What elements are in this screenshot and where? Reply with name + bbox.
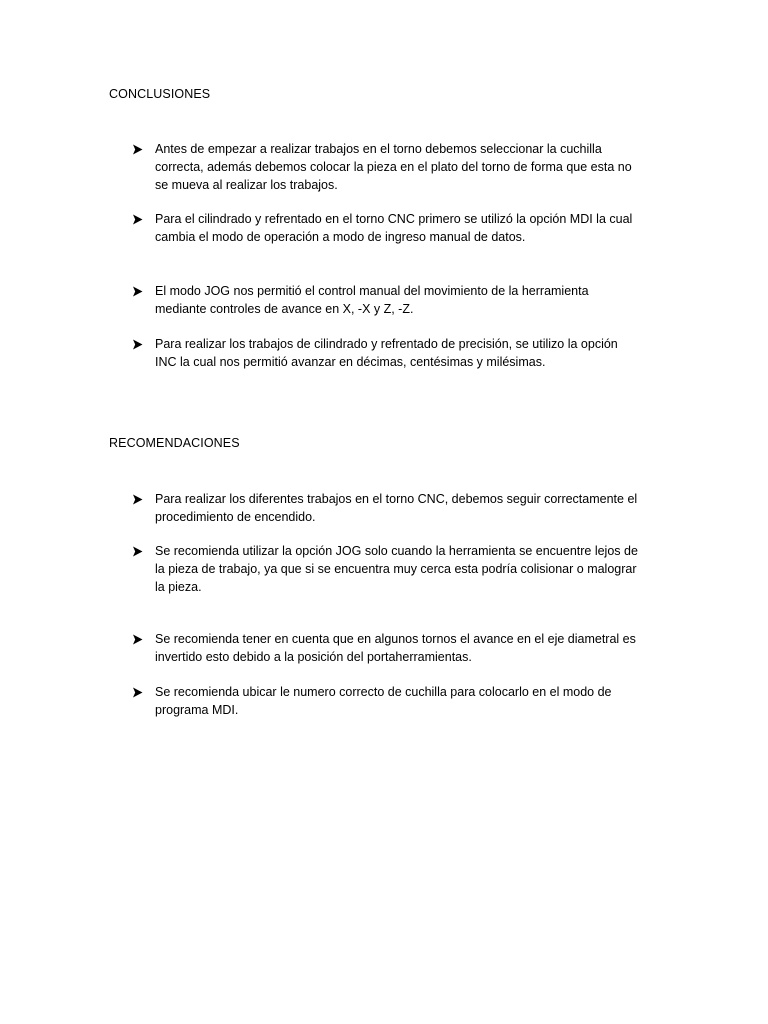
text-line: Para realizar los diferentes trabajos en el torno CNC, debemos seguir correctamente el	[155, 492, 638, 506]
text-line: la pieza de trabajo, ya que si se encuentra muy cerca esta podría colisionar o malograr	[155, 562, 637, 576]
text-line: Para realizar los trabajos de cilindrado y refrentado de precisión, se utilizo la opción	[155, 337, 618, 351]
recommendation-text	[155, 542, 675, 596]
arrowhead-bullet-icon	[132, 542, 144, 560]
text-line: INC la cual nos permitió avanzar en décimas, centésimas y milésimas.	[155, 355, 546, 369]
recommendation-text	[155, 630, 675, 666]
recommendations-heading: RECOMENDACIONES	[109, 436, 240, 450]
text-line: El modo JOG nos permitió el control manual del movimiento de la herramienta	[155, 284, 589, 298]
text-line: procedimiento de encendido.	[155, 510, 316, 524]
conclusions-heading: CONCLUSIONES	[109, 87, 211, 101]
text-line: Se recomienda utilizar la opción JOG solo cuando la herramienta se encuentre lejos de	[155, 544, 638, 558]
conclusion-text	[155, 335, 675, 371]
conclusion-text	[155, 140, 675, 194]
arrowhead-bullet-icon	[132, 140, 144, 158]
text-line: programa MDI.	[155, 703, 239, 717]
conclusion-text	[155, 282, 675, 318]
text-line: Se recomienda tener en cuenta que en algunos tornos el avance en el eje diametral es	[155, 632, 636, 646]
text-line: cambia el modo de operación a modo de ingreso manual de datos.	[155, 230, 526, 244]
text-line: Para el cilindrado y refrentado en el torno CNC primero se utilizó la opción MDI la cual	[155, 212, 633, 226]
recommendation-text	[155, 490, 675, 526]
text-line: se mueva al realizar los trabajos.	[155, 178, 338, 192]
arrowhead-bullet-icon	[132, 683, 144, 701]
arrowhead-bullet-icon	[132, 630, 144, 648]
conclusion-text	[155, 210, 675, 246]
text-line: correcta, además debemos colocar la pieza en el plato del torno de forma que esta no	[155, 160, 632, 174]
arrowhead-bullet-icon	[132, 210, 144, 228]
arrowhead-bullet-icon	[132, 490, 144, 508]
text-line: Se recomienda ubicar le numero correcto de cuchilla para colocarlo en el modo de	[155, 685, 612, 699]
arrowhead-bullet-icon	[132, 335, 144, 353]
text-line: Antes de empezar a realizar trabajos en el torno debemos seleccionar la cuchilla	[155, 142, 602, 156]
arrowhead-bullet-icon	[132, 282, 144, 300]
text-line: invertido esto debido a la posición del portaherramientas.	[155, 650, 472, 664]
text-line: la pieza.	[155, 580, 202, 594]
recommendation-text	[155, 683, 675, 719]
text-line: mediante controles de avance en X, -X y Z, -Z.	[155, 302, 414, 316]
